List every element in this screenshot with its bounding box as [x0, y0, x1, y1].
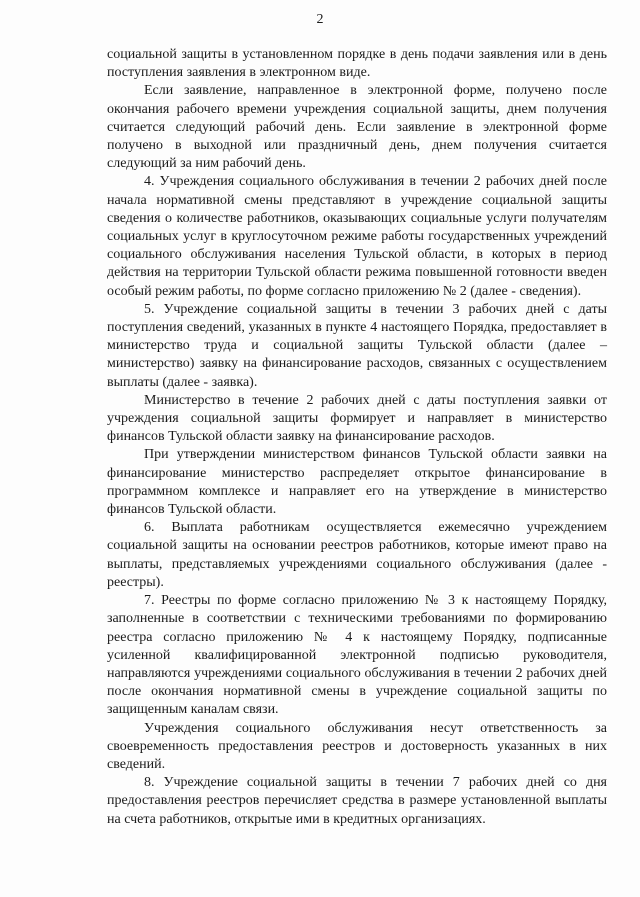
paragraph-item-6: 6. Выплата работникам осуществляется ежемесячно учреждением социальной защиты на основании реестров работников, которые имеют право на выплаты, представляемых учреждениями социального обслуживания (далее - реестры). [107, 520, 607, 590]
paragraph-electronic-receipt: Если заявление, направленное в электронной форме, получено после окончания рабочего времени учреждения социальной защиты, днем получения считается следующий рабочий день. Если заявление в электронной форме получено в выходной или праздничный день, днем получения считается следующий за ним рабочий день. [107, 83, 607, 172]
paragraph-responsibility: Учреждения социального обслуживания несут ответственность за своевременность предоставления реестров и достоверность указанных в них сведений. [107, 720, 607, 772]
document-body [107, 46, 607, 829]
page-number: 2 [316, 12, 324, 27]
paragraph-continuation: социальной защиты в установленном порядке в день подачи заявления или в день поступления заявления в электронном виде. [107, 47, 607, 81]
paragraph-item-8: 8. Учреждение социальной защиты в течении 7 рабочих дней со дня предоставления реестров перечисляет средства в размере установленной выплаты на счета работников, открытые ими в кредитных организациях. [107, 775, 607, 827]
paragraph-item-7: 7. Реестры по форме согласно приложению № 3 к настоящему Порядку, заполненные в соответствии с техническими требованиями по формированию реестра согласно приложению № 4 к настоящему Порядку, подписанные усиленной квалифицированной электронной подписью руководителя, направляются учреждениями социального обслуживания в течении 2 рабочих дней после окончания нормативной смены в учреждение социальной защиты по защищенным каналам связи. [107, 593, 607, 718]
paragraph-ministry-request: Министерство в течение 2 рабочих дней с даты поступления заявки от учреждения социальной защиты формирует и направляет в министерство финансов Тульской области заявку на финансирование расходов. [107, 392, 607, 445]
paragraph-item-5: 5. Учреждение социальной защиты в течении 3 рабочих дней с даты поступления сведений, указанных в пункте 4 настоящего Порядка, предоставляет в министерство труда и социальной защиты Тульской области (далее – министерство) заявку на финансирование расходов, связанных с осуществлением выплаты (далее - заявка). [107, 301, 607, 390]
paragraph-financing-approval: При утверждении министерством финансов Тульской области заявки на финансирование министерство распределяет открытое финансирование в программном комплексе и направляет его на утверждение в министерство финансов Тульской области. [107, 447, 607, 518]
paragraph-item-4: 4. Учреждения социального обслуживания в течении 2 рабочих дней после начала нормативной смены представляют в учреждение социальной защиты сведения о количестве работников, оказывающих социальные услуги получателям социальных услуг в круглосуточном режиме работы государственных учреждений социального обслуживания населения Тульской области, в которых в период действия на территории Тульской области режима повышенной готовности введен особый режим работы, по форме согласно приложению № 2 (далее - сведения). [107, 174, 607, 299]
